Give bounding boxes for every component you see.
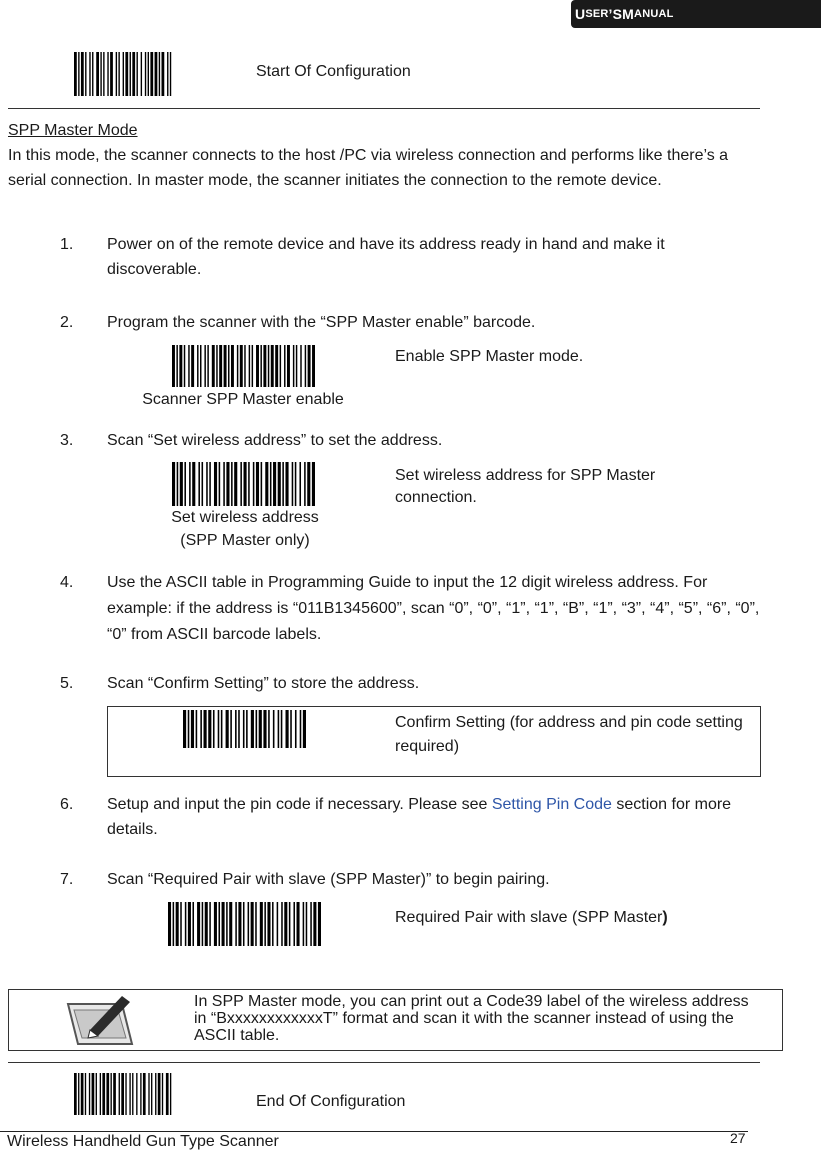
barcode-bar	[206, 462, 208, 506]
barcode-bar	[253, 462, 255, 506]
barcode-bar	[256, 462, 259, 506]
step-1-text: Power on of the remote device and have its address ready in hand and make it discoverable.	[107, 236, 665, 278]
barcode-bar	[278, 710, 280, 748]
step-4-number: 4.	[60, 574, 74, 591]
barcode-bar	[297, 902, 300, 946]
barcode-bar	[231, 462, 233, 506]
confirm-setting-desc: Confirm Setting (for address and pin code setting required)	[395, 714, 743, 755]
barcode-bar	[92, 52, 93, 96]
barcode-bar	[150, 52, 153, 96]
barcode-bar	[238, 710, 240, 748]
barcode-bar	[205, 902, 208, 946]
set-wireless-address-caption	[130, 506, 360, 552]
barcode-bar	[235, 902, 237, 946]
step-2-text: Program the scanner with the “SPP Master enable” barcode.	[107, 314, 536, 331]
barcode-bar	[313, 902, 316, 946]
barcode-bar	[293, 902, 295, 946]
barcode-bar	[231, 345, 234, 387]
barcode-bar	[207, 345, 208, 387]
spp-master-enable-caption: Scanner SPP Master enable	[142, 391, 344, 408]
barcode-bar	[155, 52, 158, 96]
barcode-bar	[240, 345, 243, 387]
barcode-bar	[145, 52, 146, 96]
barcode-bar	[290, 710, 292, 748]
barcode-bar	[151, 1073, 152, 1115]
barcode-bar	[295, 462, 297, 506]
barcode-bar	[268, 710, 270, 748]
barcode-bar	[180, 902, 182, 946]
barcode-bar	[281, 902, 283, 946]
barcode-bar	[238, 902, 241, 946]
barcode-bar	[303, 710, 306, 748]
barcode-bar	[81, 52, 84, 96]
barcode-bar	[307, 462, 310, 506]
footer-title: Wireless Handheld Gun Type Scanner	[7, 1133, 279, 1150]
barcode-bar	[271, 345, 274, 387]
barcode-bar	[89, 52, 90, 96]
section-intro: In this mode, the scanner connects to the host /PC via wireless connection and performs like there’s a serial connection. In master mode, the scanner initiates the connection to the remote device.	[8, 147, 729, 189]
barcode-bar	[100, 1073, 101, 1115]
barcode-bar	[216, 345, 217, 387]
barcode-bar	[252, 345, 253, 387]
barcode-bar	[189, 462, 191, 506]
barcode-bar	[278, 462, 281, 506]
barcode-bar	[228, 345, 229, 387]
barcode-bar	[155, 1073, 156, 1115]
barcode-bar	[305, 345, 306, 387]
barcode-bar	[177, 462, 179, 506]
barcode-bar	[192, 902, 194, 946]
barcode-bar	[222, 902, 225, 946]
step-6-text-before: Setup and input the pin code if necessary. Please see	[107, 796, 492, 813]
step-3-number: 3.	[60, 432, 74, 449]
step-6-text-after: section for more details.	[107, 796, 732, 838]
barcode-bar	[200, 345, 201, 387]
barcode-bar	[74, 1073, 77, 1115]
barcode-bar	[123, 52, 124, 96]
barcode-bar	[226, 462, 229, 506]
barcode-bar	[285, 462, 288, 506]
header-apos: ’	[608, 6, 613, 22]
barcode-bar	[263, 345, 266, 387]
barcode-bar	[226, 902, 228, 946]
barcode-bar	[267, 902, 270, 946]
barcode-bar	[275, 345, 278, 387]
end-config-barcode	[74, 1073, 174, 1115]
barcode-bar	[136, 1073, 137, 1115]
required-pair-desc-text: Required Pair with slave (SPP Master	[395, 909, 663, 926]
barcode-bar	[237, 345, 238, 387]
barcode-bar	[273, 462, 276, 506]
barcode-bar	[218, 710, 220, 748]
barcode-bar	[100, 52, 101, 96]
barcode-bar	[243, 710, 245, 748]
barcode-bar	[132, 1073, 133, 1115]
barcode-bar	[264, 902, 266, 946]
top-divider	[8, 108, 760, 109]
barcode-bar	[170, 52, 171, 96]
barcode-bar	[140, 1073, 141, 1115]
barcode-bar	[244, 462, 247, 506]
barcode-bar	[96, 1073, 97, 1115]
barcode-bar	[300, 345, 301, 387]
barcode-bar	[92, 1073, 95, 1115]
barcode-bar	[85, 52, 86, 96]
step-4-text: Use the ASCII table in Programming Guide to input the 12 digit wireless address. For example: if the address is “011B1345600”, scan “0”, “0”, “1”, “1”, “B”, “1”, “3”, “4”, “5”, “6”, “0”, “0” from ASCII barcode labels.	[107, 574, 760, 643]
step-3-text: Scan “Set wireless address” to set the address.	[107, 432, 443, 449]
barcode-bar	[96, 52, 99, 96]
barcode-bar	[125, 1073, 126, 1115]
barcode-bar	[184, 462, 186, 506]
barcode-bar	[308, 345, 311, 387]
step-5-number: 5.	[60, 675, 74, 692]
barcode-bar	[176, 345, 177, 387]
barcode-bar	[224, 345, 227, 387]
header-s: S	[612, 6, 623, 22]
barcode-bar	[172, 345, 175, 387]
header-ser: SER	[585, 8, 609, 20]
barcode-bar	[287, 345, 290, 387]
barcode-bar	[198, 462, 200, 506]
barcode-bar	[229, 902, 232, 946]
barcode-bar	[113, 1073, 116, 1115]
barcode-bar	[170, 1073, 171, 1115]
barcode-bar	[235, 710, 237, 748]
note-pencil-icon	[64, 992, 136, 1048]
start-config-barcode	[74, 52, 174, 96]
barcode-bar	[248, 462, 250, 506]
barcode-bar	[202, 902, 204, 946]
barcode-bar	[249, 345, 250, 387]
barcode-bar	[143, 1073, 146, 1115]
required-pair-barcode	[168, 902, 321, 946]
barcode-bar	[255, 902, 257, 946]
barcode-bar	[158, 1073, 161, 1115]
barcode-bar	[293, 345, 294, 387]
barcode-bar	[191, 710, 194, 748]
barcode-bar	[263, 710, 266, 748]
barcode-bar	[300, 710, 302, 748]
barcode-bar	[132, 52, 135, 96]
barcode-bar	[125, 52, 128, 96]
barcode-bar	[167, 52, 168, 96]
barcode-bar	[176, 902, 179, 946]
barcode-bar	[265, 462, 268, 506]
confirm-setting-barcode	[183, 710, 306, 748]
step-7-number: 7.	[60, 871, 74, 888]
barcode-bar	[162, 52, 165, 96]
barcode-bar	[306, 902, 308, 946]
header-m: M	[622, 6, 635, 22]
barcode-bar	[78, 1073, 79, 1115]
barcode-bar	[234, 462, 237, 506]
barcode-bar	[196, 710, 198, 748]
barcode-bar	[103, 52, 104, 96]
barcode-bar	[107, 52, 108, 96]
barcode-bar	[230, 710, 232, 748]
barcode-bar	[214, 902, 217, 946]
required-pair-desc	[395, 906, 668, 931]
spp-master-enable-desc: Enable SPP Master mode.	[395, 348, 584, 365]
barcode-bar	[277, 902, 279, 946]
barcode-bar	[256, 710, 258, 748]
barcode-bar	[162, 1073, 163, 1115]
barcode-bar	[208, 710, 211, 748]
bottom-divider	[8, 1062, 760, 1063]
barcode-bar	[244, 345, 245, 387]
step-5-text: Scan “Confirm Setting” to store the address.	[107, 675, 420, 692]
barcode-bar	[129, 1073, 130, 1115]
setting-pin-code-link[interactable]: Setting Pin Code	[491, 796, 612, 813]
barcode-bar	[214, 462, 217, 506]
barcode-bar	[286, 710, 289, 748]
barcode-bar	[219, 345, 222, 387]
barcode-bar	[299, 462, 301, 506]
manual-header-tab	[571, 0, 821, 28]
barcode-bar	[223, 462, 225, 506]
barcode-bar	[219, 462, 221, 506]
barcode-bar	[246, 710, 248, 748]
spp-master-enable-barcode	[172, 345, 315, 387]
barcode-bar	[148, 1073, 149, 1115]
barcode-bar	[118, 52, 119, 96]
barcode-bar	[130, 52, 131, 96]
step-2-number: 2.	[60, 314, 74, 331]
barcode-bar	[204, 345, 205, 387]
barcode-bar	[166, 1073, 169, 1115]
barcode-bar	[116, 52, 117, 96]
barcode-bar	[197, 345, 198, 387]
step-1-number: 1.	[60, 236, 74, 253]
header-anual: ANUAL	[634, 8, 674, 20]
barcode-bar	[209, 462, 211, 506]
barcode-bar	[273, 710, 275, 748]
barcode-bar	[74, 52, 77, 96]
barcode-bar	[110, 1073, 111, 1115]
barcode-bar	[188, 345, 189, 387]
barcode-bar	[312, 345, 315, 387]
barcode-bar	[260, 902, 263, 946]
barcode-bar	[243, 902, 245, 946]
header-u: U	[575, 6, 586, 22]
barcode-bar	[159, 52, 160, 96]
step-6-number: 6.	[60, 796, 74, 813]
barcode-bar	[312, 462, 315, 506]
barcode-bar	[179, 345, 182, 387]
barcode-bar	[284, 902, 287, 946]
start-config-label: Start Of Configuration	[256, 63, 411, 80]
barcode-bar	[168, 902, 171, 946]
barcode-bar	[261, 462, 263, 506]
barcode-bar	[191, 345, 194, 387]
barcode-bar	[81, 1073, 84, 1115]
barcode-bar	[295, 710, 297, 748]
barcode-bar	[212, 345, 215, 387]
barcode-bar	[272, 902, 274, 946]
barcode-bar	[173, 902, 175, 946]
note-text: In SPP Master mode, you can print out a Code39 label of the wireless address in “BxxxxxxxxxxxxT” format and scan it with the scanner instead of using the ASCII table.	[194, 993, 749, 1044]
footer-page-number: 27	[730, 1130, 746, 1146]
barcode-bar	[110, 52, 113, 96]
required-pair-desc-paren: )	[662, 909, 668, 926]
set-wireless-address-caption-line2: (SPP Master only)	[180, 532, 310, 550]
set-wireless-address-desc: Set wireless address for SPP Master connection.	[395, 467, 656, 507]
barcode-bar	[268, 345, 269, 387]
barcode-bar	[85, 1073, 86, 1115]
barcode-bar	[184, 345, 185, 387]
barcode-bar	[141, 52, 142, 96]
barcode-bar	[218, 902, 220, 946]
barcode-bar	[292, 462, 294, 506]
section-title: SPP Master Mode	[8, 122, 138, 139]
barcode-bar	[289, 902, 291, 946]
barcode-bar	[197, 902, 200, 946]
barcode-bar	[240, 462, 242, 506]
barcode-bar	[280, 345, 281, 387]
set-wireless-address-caption-line1: Set wireless address	[171, 509, 319, 526]
barcode-bar	[102, 1073, 105, 1115]
barcode-bar	[137, 52, 138, 96]
barcode-bar	[202, 462, 204, 506]
barcode-bar	[318, 902, 321, 946]
barcode-bar	[248, 902, 250, 946]
end-config-label: End Of Configuration	[256, 1093, 406, 1110]
barcode-bar	[303, 902, 305, 946]
barcode-bar	[78, 52, 79, 96]
barcode-bar	[209, 902, 211, 946]
barcode-bar	[180, 462, 183, 506]
barcode-bar	[304, 462, 306, 506]
barcode-bar	[296, 345, 297, 387]
barcode-bar	[310, 902, 312, 946]
barcode-bar	[282, 462, 284, 506]
barcode-bar	[226, 710, 229, 748]
step-6-text	[107, 793, 767, 843]
barcode-bar	[221, 710, 223, 748]
barcode-bar	[121, 1073, 124, 1115]
barcode-bar	[188, 710, 190, 748]
barcode-bar	[183, 710, 186, 748]
barcode-bar	[213, 710, 215, 748]
set-wireless-address-barcode	[172, 462, 315, 506]
barcode-bar	[185, 902, 187, 946]
barcode-bar	[200, 710, 202, 748]
barcode-bar	[106, 1073, 109, 1115]
barcode-bar	[256, 345, 259, 387]
barcode-bar	[188, 902, 191, 946]
barcode-bar	[251, 710, 254, 748]
barcode-bar	[192, 462, 195, 506]
barcode-bar	[251, 902, 254, 946]
step-7-text: Scan “Required Pair with slave (SPP Master)” to begin pairing.	[107, 871, 550, 888]
barcode-bar	[259, 710, 262, 748]
barcode-bar	[260, 345, 261, 387]
barcode-bar	[119, 1073, 120, 1115]
barcode-bar	[204, 710, 207, 748]
barcode-bar	[284, 345, 285, 387]
barcode-bar	[270, 462, 272, 506]
barcode-bar	[148, 52, 149, 96]
barcode-bar	[172, 462, 175, 506]
barcode-bar	[281, 710, 283, 748]
barcode-bar	[89, 1073, 90, 1115]
